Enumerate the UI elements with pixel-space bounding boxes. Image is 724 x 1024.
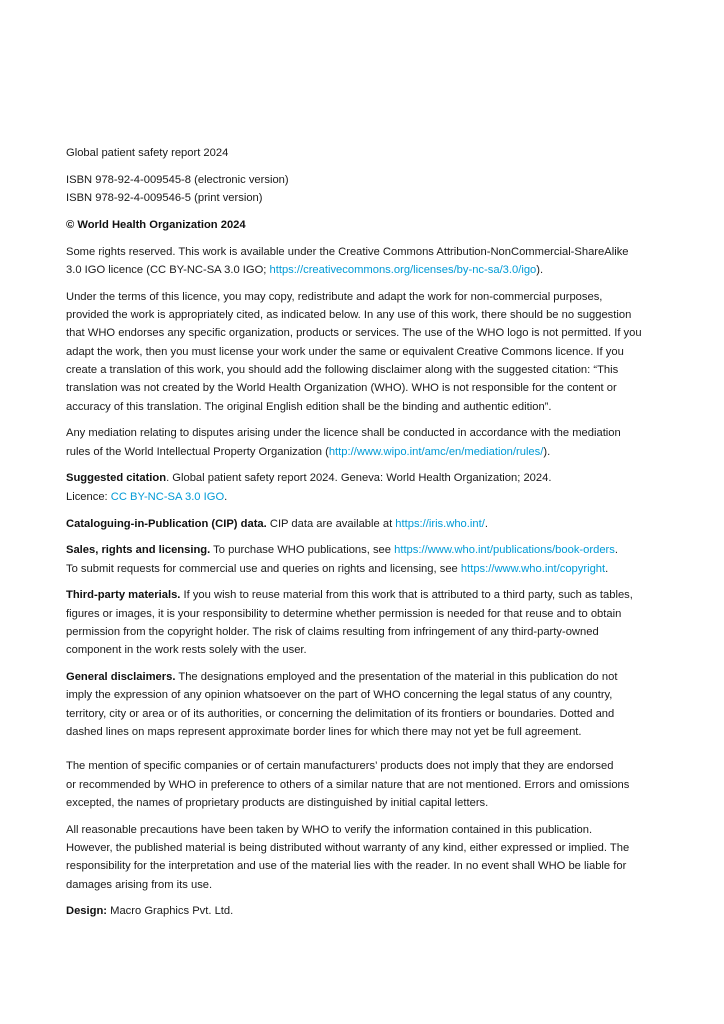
precautions-paragraph — [66, 821, 658, 894]
design-credit — [66, 902, 658, 920]
wipo-rules-link[interactable]: http://www.wipo.int/amc/en/mediation/rules/ — [328, 445, 544, 458]
citation-label: Suggested citation — [66, 472, 167, 485]
sales-line-2 — [66, 560, 658, 578]
terms-line: create a translation of this work, you should add the following disclaimer along with the suggested citation: “This — [66, 363, 619, 376]
sales-suffix-2: . — [605, 562, 609, 575]
sales-label: Sales, rights and licensing. — [66, 544, 211, 557]
terms-line: that WHO endorses any specific organization, products or services. The use of the WHO logo is not permitted. If you — [66, 327, 642, 340]
citation-line-1 — [66, 469, 658, 487]
third-party-label: Third-party materials. — [66, 589, 181, 602]
terms-line: translation was not created by the World Health Organization (WHO). WHO is not responsible for the content or — [66, 382, 617, 395]
isbn-block — [66, 171, 658, 208]
report-title: Global patient safety report 2024 — [66, 147, 229, 159]
general-disclaimers-paragraph — [66, 668, 658, 741]
sales-paragraph — [66, 541, 658, 578]
licence-suffix: . — [224, 490, 228, 503]
general-label: General disclaimers. — [66, 671, 176, 684]
terms-line: adapt the work, then you must license your work under the same or equivalent Creative Commons licence. If you — [66, 345, 624, 358]
sales-text-2: To submit requests for commercial use and queries on rights and licensing, see — [66, 562, 461, 575]
third-party-line: figures or images, it is your responsibility to determine whether permission is needed for that reuse and to obtain — [66, 607, 622, 620]
citation-text: . Global patient safety report 2024. Geneva: World Health Organization; 2024. — [166, 472, 552, 485]
mediation-line-2 — [66, 443, 658, 461]
mention-line: or recommended by WHO in preference to others of a similar nature that are not mentioned. Errors and omissions — [66, 778, 630, 791]
cip-text: CIP data are available at — [266, 517, 396, 530]
cip-suffix: . — [484, 517, 488, 530]
rights-paragraph — [66, 243, 658, 280]
rights-suffix: ). — [536, 263, 544, 276]
precautions-line: responsibility for the interpretation and use of the material lies with the reader. In no event shall WHO be liable for — [66, 860, 627, 873]
general-line: imply the expression of any opinion whatsoever on the part of WHO concerning the legal status of any country, — [66, 689, 613, 702]
general-line: dashed lines on maps represent approximate border lines for which there may not yet be full agreement. — [66, 726, 582, 739]
mediation-suffix: ). — [543, 445, 551, 458]
general-line-1 — [66, 668, 658, 686]
rights-line-1: Some rights reserved. This work is available under the Creative Commons Attribution-NonCommercial-ShareAlike — [66, 245, 629, 258]
general-line: territory, city or area or of its authorities, or concerning the delimitation of its frontiers or boundaries. Dotted and — [66, 707, 615, 720]
cip-paragraph — [66, 515, 658, 533]
precautions-line: damages arising from its use. — [66, 878, 213, 891]
citation-line-2 — [66, 488, 658, 506]
licence-prefix: Licence: — [66, 490, 111, 503]
precautions-line: All reasonable precautions have been taken by WHO to verify the information contained in this publication. — [66, 823, 593, 836]
design-label: Design: — [66, 905, 108, 918]
sales-text: To purchase WHO publications, see — [210, 544, 395, 557]
rights-line-2 — [66, 261, 658, 279]
third-party-line: component in the work rests solely with the user. — [66, 644, 307, 657]
mediation-text: rules of the World Intellectual Property Organization ( — [66, 445, 329, 458]
cc-licence-link[interactable]: https://creativecommons.org/licenses/by-nc-sa/3.0/igo — [269, 263, 537, 276]
citation-paragraph — [66, 469, 658, 506]
general-text: The designations employed and the presentation of the material in this publication do not — [175, 671, 618, 684]
precautions-line: However, the published material is being distributed without warranty of any kind, either expressed or implied. The — [66, 842, 630, 854]
terms-line: provided the work is appropriately cited, as indicated below. In any use of this work, there should be no suggestion — [66, 309, 632, 322]
copyright-text: © World Health Organization 2024 — [66, 218, 246, 231]
terms-line: Under the terms of this licence, you may copy, redistribute and adapt the work for non-commercial purposes, — [66, 290, 603, 303]
copyright-page — [66, 144, 658, 929]
mention-line: The mention of specific companies or of certain manufacturers’ products does not imply that they are endorsed — [66, 760, 614, 773]
sales-line-1 — [66, 541, 658, 559]
mention-line: excepted, the names of proprietary products are distinguished by initial capital letters. — [66, 796, 489, 809]
licence-link[interactable]: CC BY-NC-SA 3.0 IGO — [110, 490, 225, 503]
sales-suffix: . — [614, 544, 618, 557]
copyright-link[interactable]: https://www.who.int/copyright — [460, 562, 606, 575]
design-text: Macro Graphics Pvt. Ltd. — [107, 905, 234, 918]
book-orders-link[interactable]: https://www.who.int/publications/book-orders — [394, 544, 615, 557]
third-party-text: If you wish to reuse material from this work that is attributed to a third party, such as tables, — [180, 589, 633, 602]
isbn-electronic: ISBN 978-92-4-009545-8 (electronic version) — [66, 173, 289, 186]
cip-label: Cataloguing-in-Publication (CIP) data. — [66, 517, 267, 530]
third-party-line-1 — [66, 586, 658, 604]
mediation-paragraph — [66, 424, 658, 461]
third-party-paragraph — [66, 586, 658, 659]
terms-line: accuracy of this translation. The original English edition shall be the binding and authentic edition”. — [66, 400, 552, 413]
isbn-print: ISBN 978-92-4-009546-5 (print version) — [66, 192, 263, 205]
copyright-notice — [66, 216, 658, 234]
rights-text: 3.0 IGO licence (CC BY-NC-SA 3.0 IGO; — [66, 263, 270, 276]
mention-paragraph — [66, 757, 658, 812]
mediation-line-1: Any mediation relating to disputes arising under the licence shall be conducted in accordance with the mediation — [66, 427, 621, 440]
iris-link[interactable]: https://iris.who.int/ — [395, 517, 485, 530]
terms-paragraph — [66, 288, 658, 416]
third-party-line: permission from the copyright holder. The risk of claims resulting from infringement of any third-party-owned — [66, 626, 599, 639]
